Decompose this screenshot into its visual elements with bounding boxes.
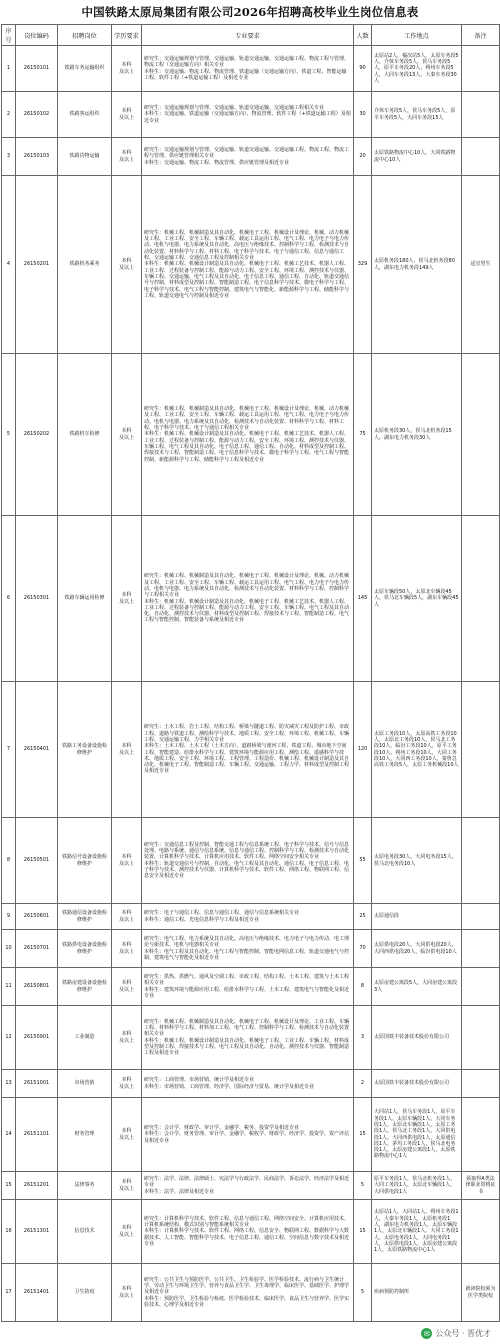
cell-no: 1 <box>2 46 16 92</box>
cell-count: 3 <box>354 1006 372 1070</box>
cell-note <box>462 92 500 138</box>
cell-count: 329 <box>354 176 372 354</box>
cell-post: 铁路车务运输组织 <box>58 46 112 92</box>
cell-location: 大同站1人，侯马车务段1人，原平车务段1人，太原车辆段1人，大同车务段1人，太原北车辆段1人，太原工务段1人，侯马北工务段1人，大同供电段1人，大同西供电段1人，太原通信段1人，茅坞工务段1人，侯马北电务段1人，太原房建公寓段1人，太原铁路物流中心1人 <box>372 1098 462 1172</box>
cell-major: 研究生：机械工程、机械制造及其自动化、机械电子工程、机械设计及理论、工业工程、车辆工程、材料科学与工程、材料加工工程、电气工程、控制科学与工程、检测技术与自动化装置相关专业 本科生：机械工程、机械设计制造及其自动化、机械电子工程、工业工程、车辆工程、材料成型及控制工程、焊接技术与工程、电气工程及其自动化、自动化、测控技术与仪器、智能制造工程及相近专业 <box>142 1006 354 1070</box>
column-header-post: 招聘岗位 <box>58 25 112 46</box>
cell-count: 55 <box>354 818 372 904</box>
cell-code: 26150801 <box>16 968 58 1006</box>
cell-edu: 本科 及以上 <box>112 1006 142 1070</box>
cell-note <box>462 46 500 92</box>
cell-edu: 本科 及以上 <box>112 1172 142 1200</box>
table-row <box>2 1264 500 1322</box>
table-row <box>2 138 500 176</box>
table-row <box>2 1098 500 1172</box>
cell-no: 3 <box>2 138 16 176</box>
watermark-text: 公众号 · 晋优才 <box>435 1329 491 1338</box>
cell-no: 9 <box>2 904 16 930</box>
cell-count: 90 <box>354 46 372 92</box>
cell-location: 太原房建公寓段5人，大同房建公寓段3人 <box>372 968 462 1006</box>
cell-no: 14 <box>2 1098 16 1172</box>
cell-code: 26150701 <box>16 930 58 968</box>
cell-count: 70 <box>354 930 372 968</box>
table-row <box>2 1070 500 1098</box>
cell-no: 6 <box>2 516 16 682</box>
cell-edu: 本科 及以上 <box>112 354 142 516</box>
cell-post: 铁路通信设备设施检修维护 <box>58 904 112 930</box>
cell-post: 卫生防疫 <box>58 1264 112 1322</box>
cell-location: 太原车辆段50人，太原北车辆段45人，侯马北车辆段5人，湖东车辆段45人 <box>372 516 462 682</box>
cell-location: 疾病预防控制所 <box>372 1264 462 1322</box>
cell-code: 26150103 <box>16 138 58 176</box>
cell-code: 26150501 <box>16 818 58 904</box>
cell-code: 26151101 <box>16 1098 58 1172</box>
cell-location: 太原电务段30人，大同电务段15人，侯马北电务段10人 <box>372 818 462 904</box>
cell-count: 145 <box>354 516 372 682</box>
cell-edu: 本科 及以上 <box>112 818 142 904</box>
cell-code: 26150601 <box>16 904 58 930</box>
cell-location: 太原铁路物流中心10人，大同铁路物流中心10人 <box>372 138 462 176</box>
cell-count: 20 <box>354 138 372 176</box>
cell-note <box>462 968 500 1006</box>
column-header-note: 备注 <box>462 25 500 46</box>
cell-major: 研究生：交通运输规划与管理、交通运输、轨道交通运输、交通运输工程、物流工程与管理、物流工程（交通运输方向）相关专业 本科生：交通运输、物流工程、物流管理、铁道运输（交通运输方向）、铁道工程、智能运输工程、软件工程（+铁道运输工程）及相近专业 <box>142 46 354 92</box>
cell-no: 13 <box>2 1070 16 1098</box>
cell-post: 信息技术 <box>58 1200 112 1264</box>
cell-no: 8 <box>2 818 16 904</box>
cell-no: 10 <box>2 930 16 968</box>
cell-note <box>462 904 500 930</box>
cell-no: 11 <box>2 968 16 1006</box>
cell-major: 研究生：会计学、财政学、审计学、金融学、税务、投资学及相近专业 本科生：会计学、财务管理、审计学、金融学、税收学、财政学、经济学、投资学、资产评估及相近专业 <box>142 1098 354 1172</box>
cell-note <box>462 818 500 904</box>
cell-no: 17 <box>2 1264 16 1322</box>
cell-major: 研究生：工商管理、市场营销、统计学及相近专业 本科生：市场营销、工商管理、经济学、国际经济与贸易、统计学及相近专业 <box>142 1070 354 1098</box>
cell-edu: 本科 及以上 <box>112 1200 142 1264</box>
cell-no: 7 <box>2 682 16 818</box>
cell-code: 26151301 <box>16 1200 58 1264</box>
cell-count: 8 <box>354 968 372 1006</box>
cell-no: 4 <box>2 176 16 354</box>
job-table <box>1 24 500 1322</box>
cell-code: 26151001 <box>16 1070 58 1098</box>
cell-major: 研究生：交通信息工程及控制、智能交通工程与信息系统工程、电子科学与技术、信号与信息处理、电路与系统、通信与信息系统、信息与通信工程、控制科学与工程、检测技术与自动化装置、计算机科学与技术、计算机应用技术、软件工程、网络空间安全相关专业 本科生：轨道交通信号与控制、自动化、电气工程及其自动化、通信工程、电子信息工程、电子科学与技术、测控技术与仪器、计算机科学与技术、软件工程、网络工程、物联网工程、信息安全及相近专业 <box>142 818 354 904</box>
table-row <box>2 930 500 968</box>
cell-note <box>462 1006 500 1070</box>
cell-edu: 本科 及以上 <box>112 1070 142 1098</box>
table-row <box>2 516 500 682</box>
cell-location: 太原国铁丰装备技术股份有限公司 <box>372 1070 462 1098</box>
table-body <box>2 46 500 1322</box>
table-row <box>2 354 500 516</box>
cell-no: 16 <box>2 1200 16 1264</box>
cell-major: 研究生：供热、供燃气、通风及空调工程、市政工程、结构工程、土木工程、建筑与土木工程相关专业 本科生：建筑环境与能源应用工程、给排水科学与工程、土木工程、建筑电气与智能化及相近专业 <box>142 968 354 1006</box>
cell-edu: 本科 及以上 <box>112 1264 142 1322</box>
cell-no: 5 <box>2 354 16 516</box>
cell-count: 30 <box>354 92 372 138</box>
table-row <box>2 682 500 818</box>
cell-location: 太原机务段180人，侯马北机务段80人，湖东电力机务段149人 <box>372 176 462 354</box>
cell-major: 研究生：机械工程、机械制造及其自动化、机械电子工程、机械设计及理论、机械、动力机械及工程、工业工程、安全工程、车辆工程、载运工具运用工程、电气工程、电力电子与电力传动、电机与电器、电力系统及其自动化、检测技术与自动化装置、材料科学与工程、控制科学与工程相关专业 本科生：机械工程、机械设计制造及其自动化、机械电子工程、机械工艺技术、机器人工程、工业工程、过程装备与控制工程、能源与动力工程、安全工程、车辆工程、电气工程及其自动化、自动化、测控技术与仪器、材料成型及控制工程、焊接技术与工程、智能制造工程、电气工程与智能控制、智能装备与系统及相近专业 <box>142 516 354 682</box>
cell-count: 2 <box>354 1070 372 1098</box>
cell-post: 铁路客运组织 <box>58 92 112 138</box>
cell-location: 太原站2人，榆次站5人，太原车务段5人，介休车务段5人，侯马车务段5人，原平车务段20人，朔州车务段5人，大同车务段13人，大秦车务段30人 <box>372 46 462 92</box>
table-row <box>2 176 500 354</box>
cell-major: 研究生：公共卫生与预防医学、公共卫生、卫生检验学、医学检验技术、流行病与卫生统计学、劳动卫生与环境卫生学、营养与食品卫生学、卫生毒理学、临床医学、基础医学、护理学及相近专业 本科生：预防医学、卫生检验与检疫、医学检验技术、临床医学、食品卫生与营养学、医学实验技术、心理学及相近专业 <box>142 1264 354 1322</box>
cell-note <box>462 1098 500 1172</box>
cell-location: 太原机务段30人，侯马北机务段15人，湖东电力机务段30人 <box>372 354 462 516</box>
cell-count: 5 <box>354 1264 372 1322</box>
cell-major: 研究生：电子与通信工程、信息与通信工程、通信与信息系统相关专业 本科生：通信工程、光电信息科学与工程及相近专业 <box>142 904 354 930</box>
cell-post: 市场营销 <box>58 1070 112 1098</box>
cell-edu: 本科 及以上 <box>112 682 142 818</box>
cell-major: 研究生：法学、法律、法律硕士、宪法学与行政法学、民商法学、诉讼法学、经济法学及相近专业 本科生：法学、法律及相近专业 <box>142 1172 354 1200</box>
cell-edu: 本科 及以上 <box>112 968 142 1006</box>
cell-major: 研究生：交通运输规划与管理、交通运输、轨道交通运输、交通运输工程相关专业 本科生：交通运输、铁道运输（交通运输方向）、物流管理、软件工程（+铁道运输工程）及相近专业 <box>142 92 354 138</box>
table-row <box>2 46 500 92</box>
cell-no: 12 <box>2 1006 16 1070</box>
cell-post: 铁路信号设备设施检修维护 <box>58 818 112 904</box>
cell-edu: 本科 及以上 <box>112 92 142 138</box>
table-row <box>2 1006 500 1070</box>
cell-note <box>462 1070 500 1098</box>
table-row <box>2 968 500 1006</box>
cell-code: 26150301 <box>16 516 58 682</box>
cell-location: 原平车务段1人，侯马北机务段1人，大同工务段1人，太原北车辆段1人，大同供电段1人 <box>372 1172 462 1200</box>
cell-note <box>462 138 500 176</box>
cell-note <box>462 354 500 516</box>
cell-code: 26150202 <box>16 354 58 516</box>
cell-post: 铁路货物运输 <box>58 138 112 176</box>
cell-count: 75 <box>354 354 372 516</box>
cell-no: 2 <box>2 92 16 138</box>
cell-location: 太原通信段 <box>372 904 462 930</box>
cell-code: 26150102 <box>16 92 58 138</box>
cell-note: 须取得A类法律职业资格证书 <box>462 1172 500 1200</box>
cell-code: 26150101 <box>16 46 58 92</box>
column-header-major: 专业要求 <box>142 25 354 46</box>
cell-major: 研究生：土木工程、岩土工程、结构工程、桥梁与隧道工程、防灾减灾工程及防护工程、市政工程、道路与铁道工程、测绘科学与技术、地质工程、安全工程、环境工程、机械工程、车辆工程、交通运输工程、力学相关专业 本科生：土木工程、土木工程（土木方向）、道路桥梁与渡河工程、铁道工程、城市地下空间工程、智能建造、给排水科学与工程、建筑环境与能源应用工程、测绘工程、遥感科学与技术、地质工程、安全工程、环境工程、工程管理、工程造价、机械工程、机械设计制造及其自动化、机械电子工程、智能制造工程、车辆工程、交通运输、工程力学、材料成型及控制工程及相近专业 <box>142 682 354 818</box>
column-header-count: 人数 <box>354 25 372 46</box>
table-row <box>2 1172 500 1200</box>
cell-count: 15 <box>354 1200 372 1264</box>
cell-post: 工业制造 <box>58 1006 112 1070</box>
column-header-code: 岗位编码 <box>16 25 58 46</box>
cell-post: 铁路供电设备设施检修维护 <box>58 930 112 968</box>
cell-code: 26150201 <box>16 176 58 354</box>
cell-note <box>462 930 500 968</box>
cell-no: 15 <box>2 1172 16 1200</box>
cell-location: 太原供电段20人，大同供电段20人，大同西供电段20人，临汾供电段10人 <box>372 930 462 968</box>
cell-major: 研究生：机械工程、机械制造及其自动化、机械电子工程、机械设计及理论、机械、动力机械及工程、工业工程、安全工程、车辆工程、载运工具运用工程、电气工程、电力电子与电力传动、电机与电器、电力系统及其自动化、高电压与绝缘技术、控制科学与工程、检测技术与自动化装置、材料科学与工程、材料工程、电子科学与技术、电子与通信工程、信息与通信工程、交通运输工程、交通信息工程及控制相关专业 本科生：机械工程、机械设计制造及其自动化、机械电子工程、机械工艺技术、机器人工程、工业工程、过程装备与控制工程、能源与动力工程、安全工程、环境工程、测控技术与仪器、车辆工程、交通运输、电气工程及其自动化、电子信息工程、通信工程、自动化、轨道交通信号与控制、材料成型及控制工程、智能制造工程、电子信息科学与技术、微电子科学与工程、电子科学与技术、电气工程与智能控制、建筑电气与智能化、新能源科学与工程、储能科学与工程、轨道交通电气与控制及相近专业 <box>142 176 354 354</box>
cell-location: 太原国铁丰装备技术股份有限公司 <box>372 1006 462 1070</box>
cell-edu: 本科 及以上 <box>112 516 142 682</box>
cell-note <box>462 516 500 682</box>
cell-count: 15 <box>354 1098 372 1172</box>
cell-post: 铁路车辆运用检修 <box>58 516 112 682</box>
cell-post: 铁路工务设备设施检修维护 <box>58 682 112 818</box>
cell-note <box>462 682 500 818</box>
column-header-no: 序号 <box>2 25 16 46</box>
cell-major: 研究生：计算机科学与技术、软件工程、信息与通信工程、网络空间安全、计算机应用技术、计算机系统结构、模式识别与智能系统相关专业 本科生：计算机科学与技术、软件工程、网络工程、信息安全、物联网工程、数据科学与大数据技术、人工智能、智能科学与技术、电子信息工程、通信工程、空间信息与数字技术及相近专业 <box>142 1200 354 1264</box>
cell-code: 26151201 <box>16 1172 58 1200</box>
watermark <box>418 1327 494 1340</box>
cell-edu: 本科 及以上 <box>112 138 142 176</box>
cell-note <box>462 1200 500 1264</box>
cell-count: 25 <box>354 904 372 930</box>
table-row <box>2 92 500 138</box>
cell-major: 研究生：交通运输规划与管理、交通运输、轨道交通运输、交通运输工程、物流工程、物流工程与管理、供应链管理相关专业 本科生：交通运输、物流工程、物流管理、供应链管理及相近专业 <box>142 138 354 176</box>
cell-code: 26151401 <box>16 1264 58 1322</box>
table-row <box>2 904 500 930</box>
cell-count: 5 <box>354 1172 372 1200</box>
table-row <box>2 818 500 904</box>
cell-edu: 本科 及以上 <box>112 1098 142 1172</box>
column-header-edu: 学历要求 <box>112 25 142 46</box>
cell-edu: 本科 及以上 <box>112 46 142 92</box>
column-header-location: 工作地点 <box>372 25 462 46</box>
cell-edu: 本科 及以上 <box>112 904 142 930</box>
page-title: 中国铁路太原局集团有限公司2026年招聘高校毕业生岗位信息表 <box>81 5 419 19</box>
cell-major: 研究生：电气工程、电力系统及其自动化、高电压与绝缘技术、电力电子与电力传动、电工理论与新技术、电机与电器相关专业 本科生：电气工程及其自动化、电气工程与智能控制、智能电网信息工程、轨道交通电气与控制、建筑电气与智能化及相近专业 <box>142 930 354 968</box>
cell-note: 适宜男生 <box>462 176 500 354</box>
table-row <box>2 1200 500 1264</box>
cell-note: 就读院校须为医学类院校 <box>462 1264 500 1322</box>
cell-major: 研究生：机械工程、机械制造及其自动化、机械电子工程、机械设计及理论、机械、动力机械及工程、工业工程、安全工程、车辆工程、载运工具运用工程、电气工程、电力电子与电力传动、电机与电器、电力系统及其自动化、检测技术与自动化装置、材料科学与工程、材料工程、电子科学与技术、电子与通信工程相关专业 本科生：机械工程、机械设计制造及其自动化、机械电子工程、机械工艺技术、机器人工程、工业工程、过程装备与控制工程、能源与动力工程、安全工程、环境工程、测控技术与仪器、车辆工程、电气工程及其自动化、电子信息工程、通信工程、自动化、材料成型及控制工程、焊接技术与工程、智能制造工程、电子信息科学与技术、微电子科学与工程、电气工程与智能控制、新能源科学与工程、储能科学与工程及相近专业 <box>142 354 354 516</box>
cell-code: 26150901 <box>16 1006 58 1070</box>
cell-edu: 本科 及以上 <box>112 176 142 354</box>
cell-post: 铁路房建设备设施检修维护 <box>58 968 112 1006</box>
cell-post: 财务管理 <box>58 1098 112 1172</box>
cell-post: 铁路机车检修 <box>58 354 112 516</box>
wechat-icon: ✉ <box>421 1328 432 1339</box>
cell-location: 太原工务段10人，太原高铁工务段10人，太原北工务段10人，侯马北工务段10人，临汾工务段10人，原平工务段10人，朔州工务段10人，大同工务段10人，大同西工务段10人，秦鲁急高铁工务段5人，太原工务机械段10人 <box>372 682 462 818</box>
cell-location: 太原站1人，大同站1人，朔州车务段1人，大秦车务段1人，太原机务段1人，湖东电力机务段1人，太原车辆段1人，太原北车辆段1人，大同工务段1人，太原电务段1人，大同电务段1人，太原供电段1人，太原房建公寓段1人，太原铁路物流中心1人 <box>372 1200 462 1264</box>
cell-location: 介休车务段5人，侯马车务段5人，原平车务段5人，大同车务段15人 <box>372 92 462 138</box>
table-header-row <box>2 25 500 46</box>
cell-edu: 本科 及以上 <box>112 930 142 968</box>
cell-post: 铁路机务乘务 <box>58 176 112 354</box>
cell-code: 26150401 <box>16 682 58 818</box>
cell-count: 120 <box>354 682 372 818</box>
cell-post: 法律事务 <box>58 1172 112 1200</box>
